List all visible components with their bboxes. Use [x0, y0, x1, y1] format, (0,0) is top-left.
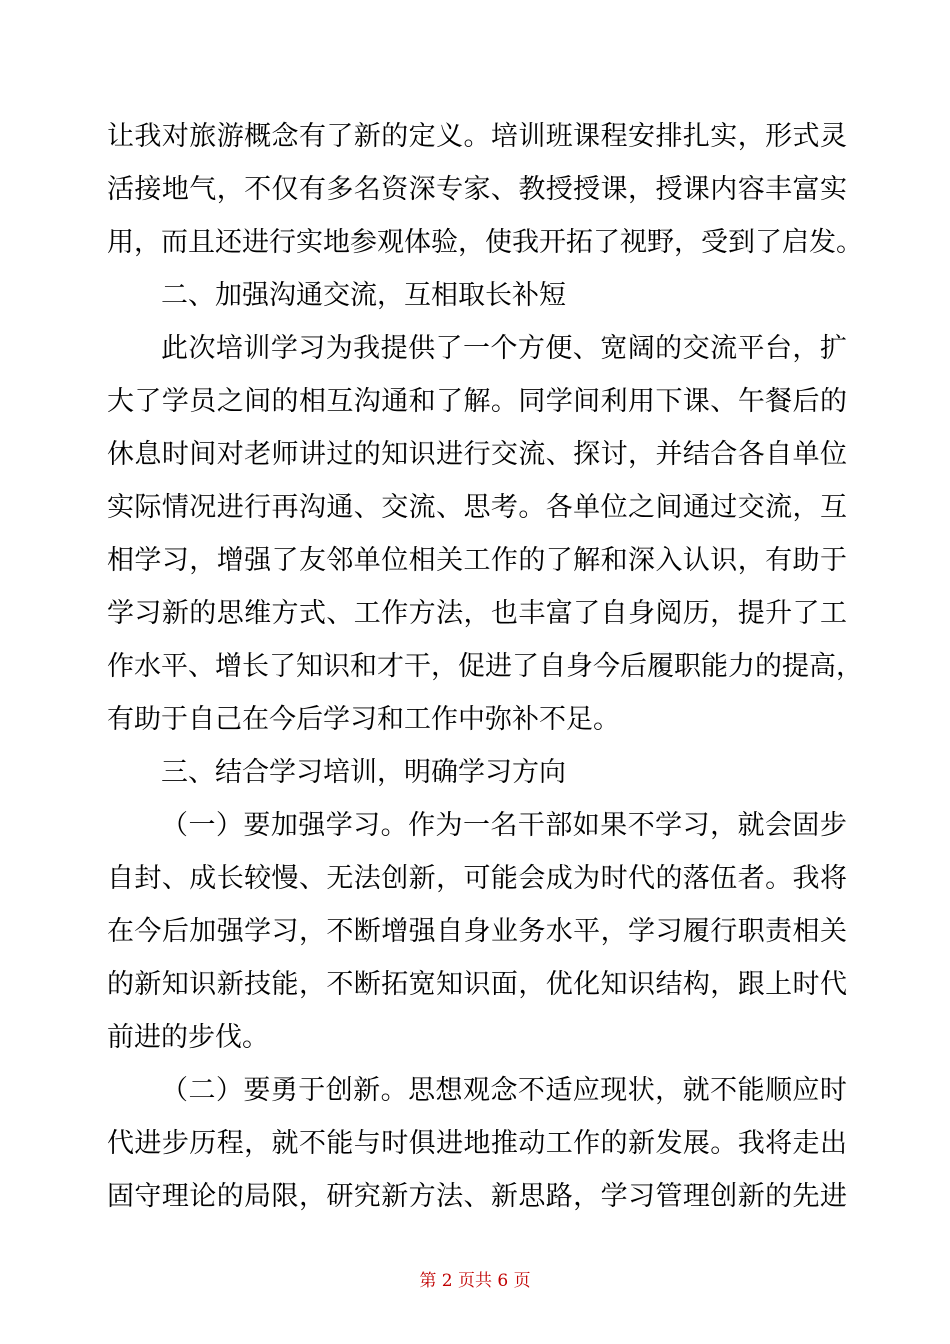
paragraph-line: 自 封 、 成 长 较 慢 、 无 法 创 新 ， 可 能 会 成 为 时 代 的 落 伍 者 。 我 将	[107, 863, 847, 894]
paragraph-line: （ 二 ） 要 勇 于 创 新 。 思 想 观 念 不 适 应 现 状 ， 就 不 能 顺 应 时	[161, 1075, 847, 1106]
paragraph-line: 休 息 时 间 对 老 师 讲 过 的 知 识 进 行 交 流 、 探 讨 ， 并 结 合 各 自 单 位	[107, 439, 847, 470]
paragraph-line: 前进的步伐。	[107, 1022, 269, 1053]
paragraph-line: 相 学 习 ， 增 强 了 友 邻 单 位 相 关 工 作 的 了 解 和 深 入 认 识 ， 有 助 于	[107, 545, 847, 576]
paragraph-line: 作 水 平 、 增 长 了 知 识 和 才 干 ， 促 进 了 自 身 今 后 履 职 能 力 的 提 高 ，	[107, 651, 863, 682]
paragraph-line: 实 际 情 况 进 行 再 沟 通 、 交 流 、 思 考 。 各 单 位 之 间 通 过 交 流 ， 互	[107, 492, 847, 523]
paragraph-line: 用 ， 而 且 还 进 行 实 地 参 观 体 验 ， 使 我 开 拓 了 视 野 ， 受 到 了 启 发 。	[107, 227, 863, 258]
page-footer: 第 2 页共 6 页	[419, 1271, 531, 1291]
paragraph-line: 大 了 学 员 之 间 的 相 互 沟 通 和 了 解 。 同 学 间 利 用 下 课 、 午 餐 后 的	[107, 386, 847, 417]
paragraph-line: 的 新 知 识 新 技 能 ， 不 断 拓 宽 知 识 面 ， 优 化 知 识 结 构 ， 跟 上 时 代	[107, 969, 847, 1000]
paragraph-line: 有助于自己在今后学习和工作中弥补不足。	[107, 704, 620, 735]
paragraph-line: 此 次 培 训 学 习 为 我 提 供 了 一 个 方 便 、 宽 阔 的 交 流 平 台 ， 扩	[161, 333, 847, 364]
paragraph-line: 学 习 新 的 思 维 方 式 、 工 作 方 法 ， 也 丰 富 了 自 身 阅 历 ， 提 升 了 工	[107, 598, 847, 629]
paragraph-line: 代 进 步 历 程 ， 就 不 能 与 时 俱 进 地 推 动 工 作 的 新 发 展 。 我 将 走 出	[107, 1128, 847, 1159]
paragraph-line: 活 接 地 气 ， 不 仅 有 多 名 资 深 专 家 、 教 授 授 课 ， 授 课 内 容 丰 富 实	[107, 174, 847, 205]
document-body	[107, 110, 863, 1223]
section-heading: 三、结合学习培训，明确学习方向	[161, 757, 566, 788]
section-heading: 二、加强沟通交流，互相取长补短	[161, 280, 566, 311]
paragraph-line: （ 一 ） 要 加 强 学 习 。 作 为 一 名 干 部 如 果 不 学 习 ， 就 会 固 步	[161, 810, 847, 841]
paragraph-line: 让 我 对 旅 游 概 念 有 了 新 的 定 义 。 培 训 班 课 程 安 排 扎 实 ， 形 式 灵	[107, 121, 847, 152]
paragraph-line: 固 守 理 论 的 局 限 ， 研 究 新 方 法 、 新 思 路 ， 学 习 管 理 创 新 的 先 进	[107, 1181, 847, 1212]
paragraph-line: 在 今 后 加 强 学 习 ， 不 断 增 强 自 身 业 务 水 平 ， 学 习 履 行 职 责 相 关	[107, 916, 847, 947]
